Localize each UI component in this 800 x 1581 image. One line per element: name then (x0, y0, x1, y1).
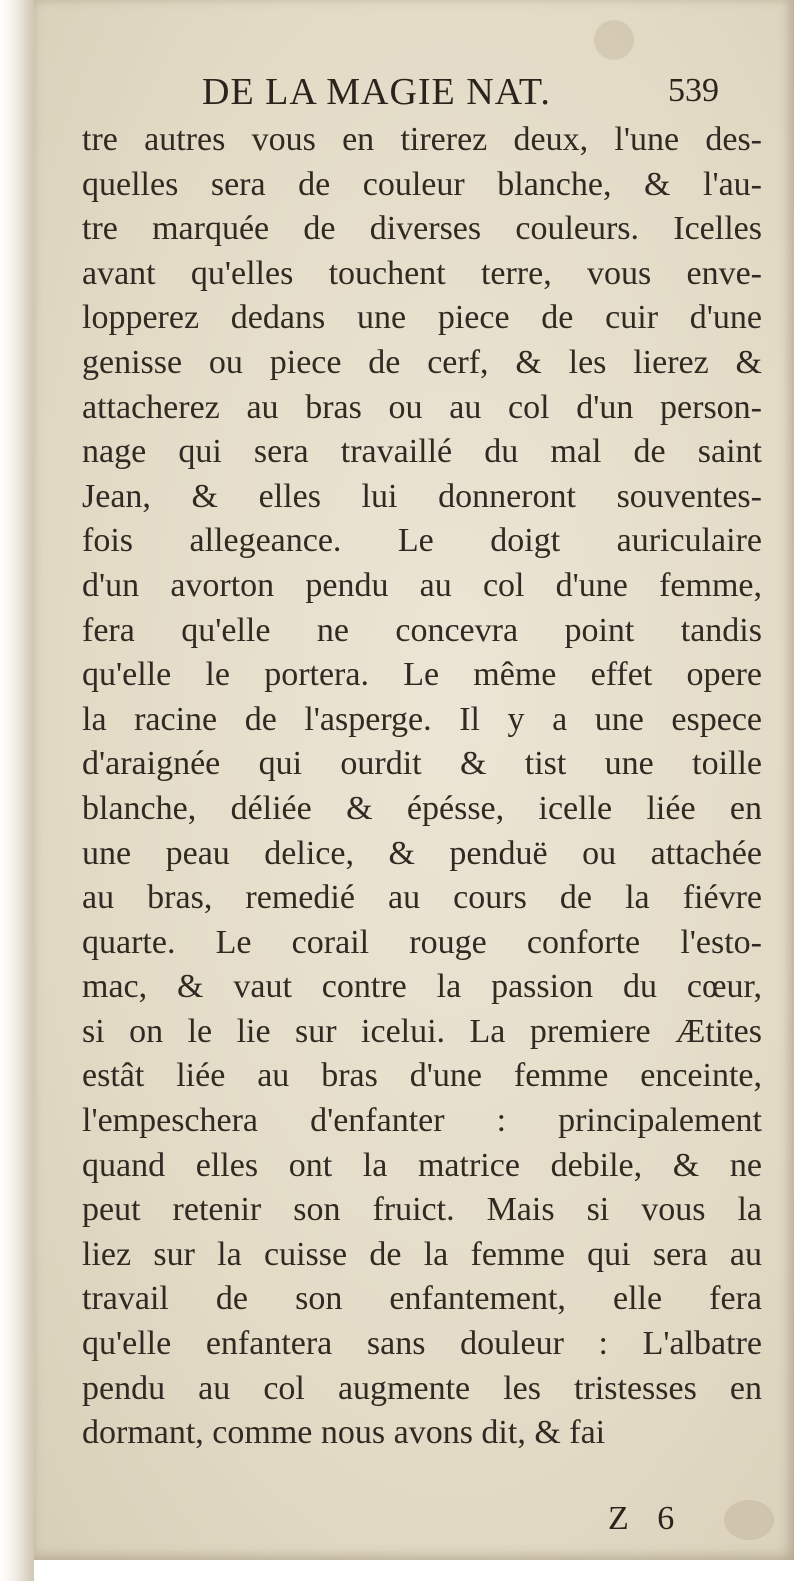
text-line: travail de son enfantement, elle fera (82, 1280, 762, 1318)
book-page (34, 0, 794, 1560)
text-line: Jean, & elles lui donneront souventes- (82, 477, 762, 515)
text-line: fois allegeance. Le doigt auriculaire (82, 522, 762, 560)
text-line: qu'elle le portera. Le même effet opere (82, 656, 762, 694)
text-line: dormant, comme nous avons dit, & fai (82, 1414, 606, 1452)
text-line: mac, & vaut contre la passion du cœur, (82, 968, 762, 1006)
text-line: quand elles ont la matrice debile, & ne (82, 1146, 762, 1184)
running-title: DE LA MAGIE NAT. (202, 71, 551, 113)
paper-stain (724, 1500, 774, 1540)
page-header (34, 66, 794, 120)
text-line: la racine de l'asperge. Il y a une espece (82, 700, 762, 738)
text-line: quelles sera de couleur blanche, & l'au- (82, 165, 762, 203)
text-line: une peau delice, & penduë ou attachée (82, 834, 762, 872)
text-line: d'araignée qui ourdit & tist une toille (82, 745, 762, 783)
text-line: d'un avorton pendu au col d'une femme, (82, 566, 762, 604)
text-line: peut retenir son fruict. Mais si vous la (82, 1191, 762, 1229)
text-line: attacherez au bras ou au col d'un person- (82, 388, 762, 426)
text-line: qu'elle enfantera sans douleur : L'albatre (82, 1325, 762, 1363)
page-gutter-shadow (0, 0, 34, 1581)
text-line: fera qu'elle ne concevra point tandis (82, 611, 762, 649)
text-line: quarte. Le corail rouge conforte l'esto- (82, 923, 762, 961)
signature-mark: Z 6 (608, 1500, 685, 1537)
text-line: liez sur la cuisse de la femme qui sera au (82, 1235, 762, 1273)
text-line: l'empeschera d'enfanter : principalement (82, 1102, 762, 1140)
page-number: 539 (668, 72, 719, 109)
text-line: pendu au col augmente les tristesses en (82, 1369, 762, 1407)
text-line: nage qui sera travaillé du mal de saint (82, 433, 762, 471)
text-line: blanche, déliée & épésse, icelle liée en (82, 789, 762, 827)
text-line: tre marquée de diverses couleurs. Icelles (82, 210, 762, 248)
text-line: tre autres vous en tirerez deux, l'une des- (82, 121, 762, 158)
text-line: au bras, remedié au cours de la fiévre (82, 879, 762, 917)
text-line: avant qu'elles touchent terre, vous enve- (82, 254, 762, 292)
text-line: lopperez dedans une piece de cuir d'une (82, 299, 762, 337)
body-text (82, 118, 762, 1456)
text-line: genisse ou piece de cerf, & les lierez & (82, 343, 762, 381)
paper-stain (594, 20, 634, 60)
text-line: estât liée au bras d'une femme enceinte, (82, 1057, 762, 1095)
text-line: si on le lie sur icelui. La premiere Ætites (82, 1012, 762, 1050)
